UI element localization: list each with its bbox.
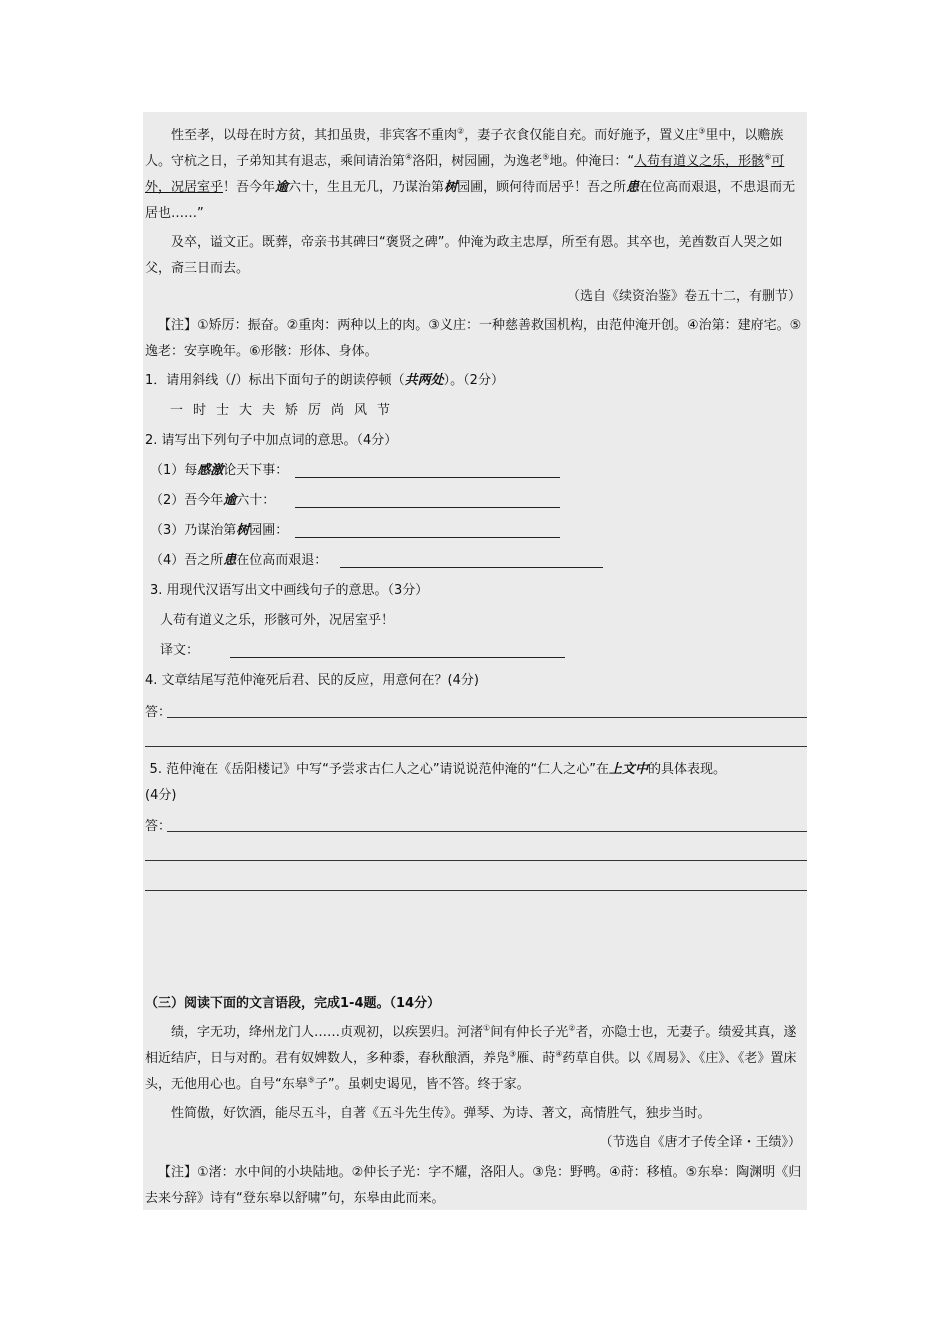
translation-label: 译文： bbox=[160, 643, 200, 658]
translation-blank[interactable] bbox=[230, 643, 565, 658]
passage-paragraph-2: 及卒，谥文正。既葬，帝亲书其碑曰“褒贤之碑”。仲淹为政主忠厚，所至有恩。其卒也，羌酋数百人哭之如父，斋三日而去。 bbox=[145, 235, 783, 276]
question-2-item-4: （4）吾之所患在位高而艰退： bbox=[150, 553, 328, 568]
answer-label: 答： bbox=[145, 705, 172, 720]
section-3-paragraph-1: 绩，字无功，绛州龙门人……贞观初，以疾罢归。河渚①间有仲长子光②者，亦隐士也，无妻子。绩爱其真，遂相近结庐，日与对酌。君有奴婢数人，多种黍，春秋酿酒，养凫③雁、莳④药草自供。以《周易》、《庄》、《老》置床头，无他用心也。自号“东皋⑤子”。虽刺史谒见，皆不答。终于家。 bbox=[145, 1023, 797, 1092]
underlined-sentence: 人苟有道义之乐，形骸 bbox=[634, 154, 765, 169]
section-3-paragraph-2: 性简傲，好饮酒，能尽五斗，自著《五斗先生传》。弹琴、为诗、著文，高情胜气，独步当时。 bbox=[171, 1106, 711, 1121]
section-3-heading: （三）阅读下面的文言语段，完成1-4题。（14分） bbox=[145, 996, 441, 1011]
question-1-sentence: 一时士大夫矫厉尚风节 bbox=[170, 403, 401, 418]
source-citation: （选自《续资治鉴》卷五十二，有删节） bbox=[566, 289, 801, 304]
answer-label: 答： bbox=[145, 819, 172, 834]
section-3-source: （节选自《唐才子传全译・王绩》） bbox=[599, 1135, 801, 1150]
answer-blank-2-1[interactable] bbox=[295, 463, 560, 478]
question-2: 2. 请写出下列句子中加点词的意思。（4分） bbox=[145, 433, 398, 448]
question-4: 4. 文章结尾写范仲淹死后君、民的反应，用意何在？(4分) bbox=[145, 673, 479, 688]
question-2-item-3: （3）乃谋治第树园圃： bbox=[150, 523, 289, 538]
emphasized-word: 逾 bbox=[275, 180, 289, 195]
emphasized-word: 患 bbox=[626, 180, 640, 195]
answer-line-5-3[interactable] bbox=[145, 890, 807, 891]
answer-blank-2-3[interactable] bbox=[295, 523, 560, 538]
answer-line-5-1[interactable] bbox=[145, 814, 807, 840]
question-3-sentence: 人苟有道义之乐，形骸可外，况居室乎！ bbox=[160, 613, 395, 628]
question-2-item-1: （1）每感激论天下事： bbox=[150, 463, 289, 478]
answer-line-4-2[interactable] bbox=[145, 746, 807, 747]
emphasized-word: 树 bbox=[444, 180, 458, 195]
passage-paragraph-1: 性至孝，以母在时方贫，其扣虽贵，非宾客不重肉②，妻子衣食仅能自充。而好施予，置义庄③里中，以赡族人。守杭之日，子弟知其有退志，乘间请治第④洛阳，树园圃，为逸老⑤地。仲淹曰：“人苟有道义之乐，形骸⑥可外，况居室乎！吾今年逾六十，生且无几，乃谋治第树园圃，顾何待而居乎！吾之所患在位高而艰退，不患退而无居也……” bbox=[145, 126, 796, 221]
answer-line-5-2[interactable] bbox=[145, 860, 807, 861]
answer-line-4-1[interactable] bbox=[145, 700, 807, 726]
annotation-notes: 【注】①矫厉：振奋。②重肉：两种以上的肉。③义庄：一种慈善救国机构，由范仲淹开创。④治第：建府宅。⑤逸老：安享晚年。⑥形骸：形体、身体。 bbox=[145, 318, 802, 359]
question-1: 1．请用斜线（/）标出下面句子的朗读停顿（共两处）。（2分） bbox=[145, 373, 504, 388]
question-5: 5. 范仲淹在《岳阳楼记》中写“予尝求古仁人之心”请说说范仲淹的“仁人之心”在上文中的具体表现。 (4分) bbox=[145, 762, 727, 803]
question-3: 3. 用现代汉语写出文中画线句子的意思。（3分） bbox=[150, 583, 429, 598]
answer-blank-2-4[interactable] bbox=[340, 553, 603, 568]
question-2-item-2: （2）吾今年逾六十： bbox=[150, 493, 276, 508]
answer-blank-2-2[interactable] bbox=[295, 493, 560, 508]
section-3-notes: 【注】①渚：水中间的小块陆地。②仲长子光：字不耀，洛阳人。③凫：野鸭。④莳：移植。⑤东皋：陶渊明《归去来兮辞》诗有“登东皋以舒啸”句，东皋由此而来。 bbox=[145, 1165, 802, 1206]
